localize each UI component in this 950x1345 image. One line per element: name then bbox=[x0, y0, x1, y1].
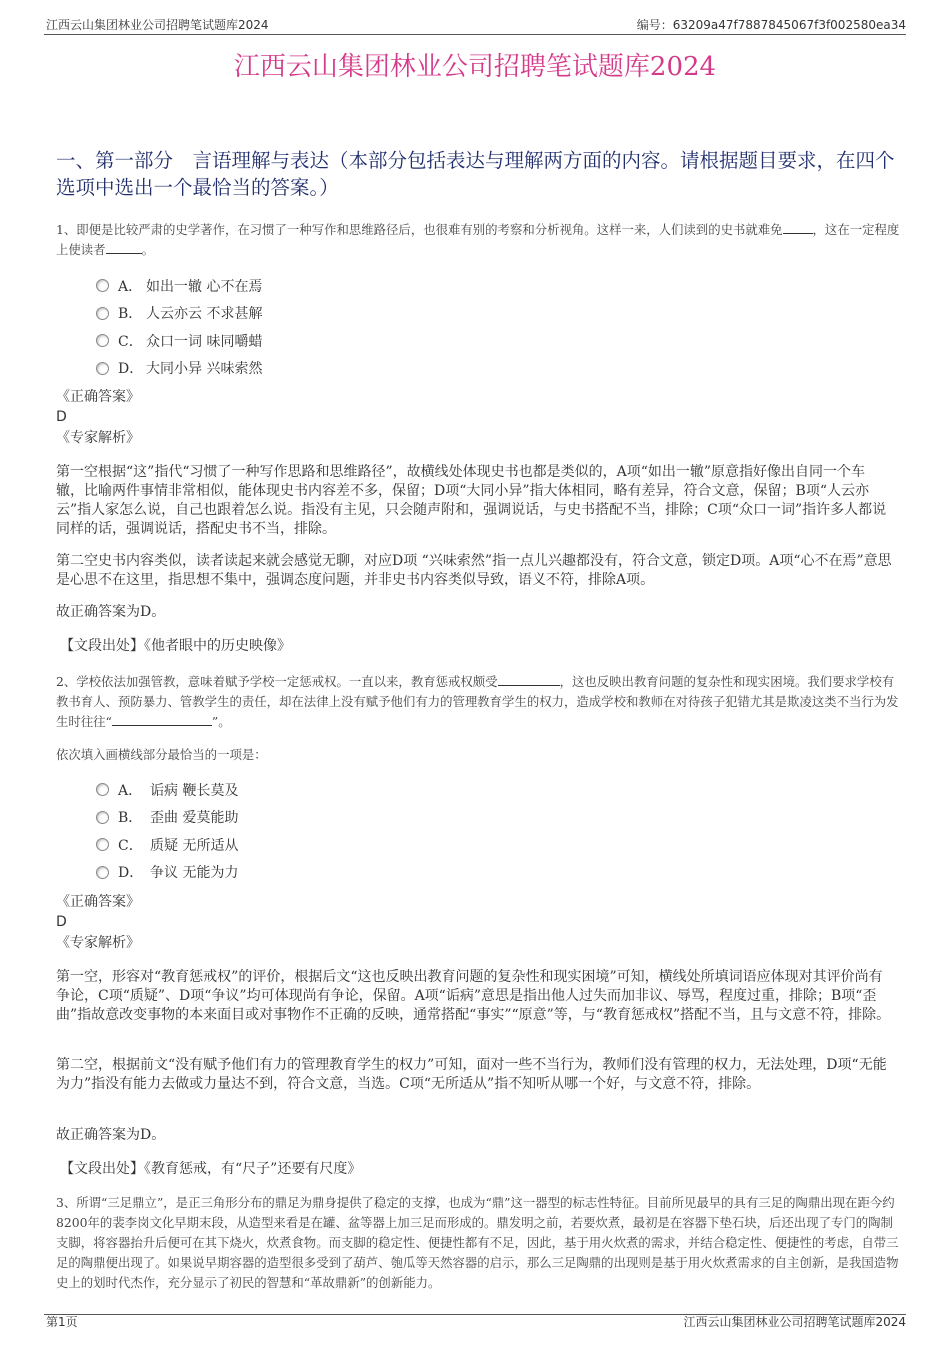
question-1-text bbox=[56, 220, 902, 260]
analysis-paragraph: 第一空根据“这”指代“习惯了一种写作思路和思维路径”，故横线处体现史书也都是类似的，A项“如出一辙”原意指好像出自同一个车辙，比喻两件事情非常相似，能体现史书内容差不多，保留；D项“大同小异”指大体相同，略有差异，符合文意，保留；B项“人云亦云”指人家怎么说，自己也跟着怎么说。指没有主见，只会随声附和，强调说话，与史书搭配不当，排除；C项“众口一词”指许多人都说同样的话，强调说话，搭配史书不当，排除。 bbox=[56, 464, 887, 537]
option-key: D． bbox=[118, 361, 144, 378]
answer-value: D bbox=[56, 914, 67, 930]
question-2-text bbox=[56, 672, 902, 732]
header-title: 江西云山集团林业公司招聘笔试题库2024 bbox=[46, 18, 269, 32]
blank-1 bbox=[783, 221, 813, 234]
option-d[interactable] bbox=[96, 859, 396, 887]
option-a[interactable] bbox=[96, 272, 396, 300]
question-2-options bbox=[96, 776, 396, 886]
option-key: C． bbox=[118, 333, 143, 350]
analysis-label: 《专家解析》 bbox=[56, 430, 140, 446]
question-2-text-part: 2、学校依法加强管教，意味着赋予学校一定惩戒权。一直以来，教育惩戒权颇受 bbox=[56, 674, 498, 689]
page-footer bbox=[44, 1311, 906, 1331]
option-key: A． bbox=[118, 278, 143, 295]
option-text: 如出一辙 心不在焉 bbox=[146, 278, 263, 295]
option-key: C． bbox=[118, 837, 143, 854]
source: 【文段出处】《他者眼中的历史映像》 bbox=[60, 638, 291, 654]
analysis-label: 《专家解析》 bbox=[56, 935, 140, 951]
question-1-options bbox=[96, 272, 396, 382]
source: 【文段出处】《教育惩戒，有“尺子”还要有尺度》 bbox=[60, 1161, 362, 1177]
question-2-text-part: ，这也反映出教育问题的复杂性和现实困境。我们要求学校有教书育人、预防暴力、管教学生的责任，却在法律上没有赋予他们有力的管理教育学生的权力，造成学校和教师在对待孩子犯错尤其是欺凌这类不当行为发生时往往“ bbox=[56, 674, 899, 729]
analysis-paragraph: 第一空，形容对“教育惩戒权”的评价，根据后文“这也反映出教育问题的复杂性和现实困境”可知，横线处所填词语应体现对其评价尚有争论，C项“质疑”、D项“争议”均可体现尚有争论，保留。A项“诟病”意思是指出他人过失而加非议、辱骂，程度过重，排除；B项“歪曲”指故意改变事物的本来面目或对事物作不正确的反映，通常搭配“事实”“原意”等，与“教育惩戒权”搭配不当，且与文意不符，排除。 bbox=[56, 969, 891, 1023]
radio-icon[interactable] bbox=[96, 783, 109, 796]
option-key: B． bbox=[118, 306, 143, 323]
answer-value: D bbox=[56, 409, 67, 425]
radio-icon[interactable] bbox=[96, 279, 109, 292]
conclusion: 故正确答案为D。 bbox=[56, 1127, 166, 1143]
footer-title: 江西云山集团林业公司招聘笔试题库2024 bbox=[683, 1315, 906, 1329]
option-text: 诟病 鞭长莫及 bbox=[150, 782, 239, 799]
blank-2 bbox=[106, 241, 142, 254]
radio-icon[interactable] bbox=[96, 362, 109, 375]
page-title: 江西云山集团林业公司招聘笔试题库2024 bbox=[233, 52, 717, 82]
option-key: D． bbox=[118, 865, 144, 882]
option-c[interactable] bbox=[96, 327, 396, 355]
question-2-text-part: ”。 bbox=[211, 714, 231, 729]
option-c[interactable] bbox=[96, 831, 396, 859]
option-text: 歪曲 爱莫能助 bbox=[150, 810, 239, 827]
option-text: 争议 无能为力 bbox=[150, 865, 239, 882]
conclusion: 故正确答案为D。 bbox=[56, 604, 166, 620]
answer-label: 《正确答案》 bbox=[56, 389, 140, 405]
option-b[interactable] bbox=[96, 300, 396, 328]
option-text: 众口一词 味同嚼蜡 bbox=[146, 333, 263, 350]
document-number: 编号：63209a47f7887845067f3f002580ea34 bbox=[636, 18, 906, 32]
question-1-text-part: ，这在一定程度上使读者 bbox=[56, 222, 900, 257]
option-text: 大同小异 兴味索然 bbox=[146, 361, 263, 378]
radio-icon[interactable] bbox=[96, 334, 109, 347]
option-a[interactable] bbox=[96, 776, 396, 804]
page-header bbox=[44, 14, 906, 34]
radio-icon[interactable] bbox=[96, 811, 109, 824]
option-key: B． bbox=[118, 810, 143, 827]
question-1-text-part: 。 bbox=[141, 242, 154, 257]
header-divider bbox=[44, 34, 906, 35]
radio-icon[interactable] bbox=[96, 838, 109, 851]
analysis-paragraph: 第二空史书内容类似，读者读起来就会感觉无聊，对应D项 “兴味索然”指一点儿兴趣都没有，符合文意，锁定D项。A项“心不在焉”意思是心思不在这里，指思想不集中，强调态度问题，并非史书内容类似导致，语义不符，排除A项。 bbox=[56, 553, 892, 588]
option-key: A． bbox=[118, 782, 143, 799]
option-d[interactable] bbox=[96, 355, 396, 383]
question-1-text-part: 1、即便是比较严肃的史学著作，在习惯了一种写作和思维路径后，也很难有别的考察和分析视角。这样一来，人们读到的史书就难免 bbox=[56, 222, 783, 237]
question-3-text: 3、所谓“三足鼎立”，是正三角形分布的鼎足为鼎身提供了稳定的支撑，也成为“鼎”这一器型的标志性特征。目前所见最早的具有三足的陶鼎出现在距今约8200年的裴李岗文化早期末段，从造型来看是在罐、盆等器上加三足而形成的。鼎发明之前，若要炊煮，最初是在容器下垫石块，后还出现了专门的陶制支脚，将容器抬升后便可在其下烧火，炊煮食物。而支脚的稳定性、便捷性都有不足，因此，基于用火炊煮的需求，并结合稳定性、便捷性的考虑，自带三足的陶鼎便出现了。如果说早期容器的造型很多受到了葫芦、匏瓜等天然容器的启示，那么三足陶鼎的出现则是基于用火炊煮需求的自主创新，是我国造物史上的划时代杰作，充分显示了初民的智慧和“革故鼎新”的创新能力。 bbox=[56, 1195, 899, 1290]
option-text: 人云亦云 不求甚解 bbox=[146, 306, 263, 323]
analysis-paragraph: 第二空，根据前文“没有赋予他们有力的管理教育学生的权力”可知，面对一些不当行为，教师们没有管理的权力，无法处理，D项“无能为力”指没有能力去做或力量达不到，符合文意，当选。C项“无所适从”指不知听从哪一个好，与文意不符，排除。 bbox=[56, 1057, 887, 1092]
page-number: 第1页 bbox=[46, 1315, 78, 1329]
option-b[interactable] bbox=[96, 804, 396, 832]
blank-2 bbox=[112, 713, 212, 726]
answer-label: 《正确答案》 bbox=[56, 894, 140, 910]
blank-1 bbox=[498, 673, 560, 686]
section-heading: 一、第一部分 言语理解与表达（本部分包括表达与理解两方面的内容。请根据题目要求，在四个选项中选出一个最恰当的答案。） bbox=[56, 149, 895, 199]
option-text: 质疑 无所适从 bbox=[150, 837, 239, 854]
radio-icon[interactable] bbox=[96, 866, 109, 879]
question-2-prompt: 依次填入画横线部分最恰当的一项是： bbox=[56, 747, 267, 762]
radio-icon[interactable] bbox=[96, 307, 109, 320]
